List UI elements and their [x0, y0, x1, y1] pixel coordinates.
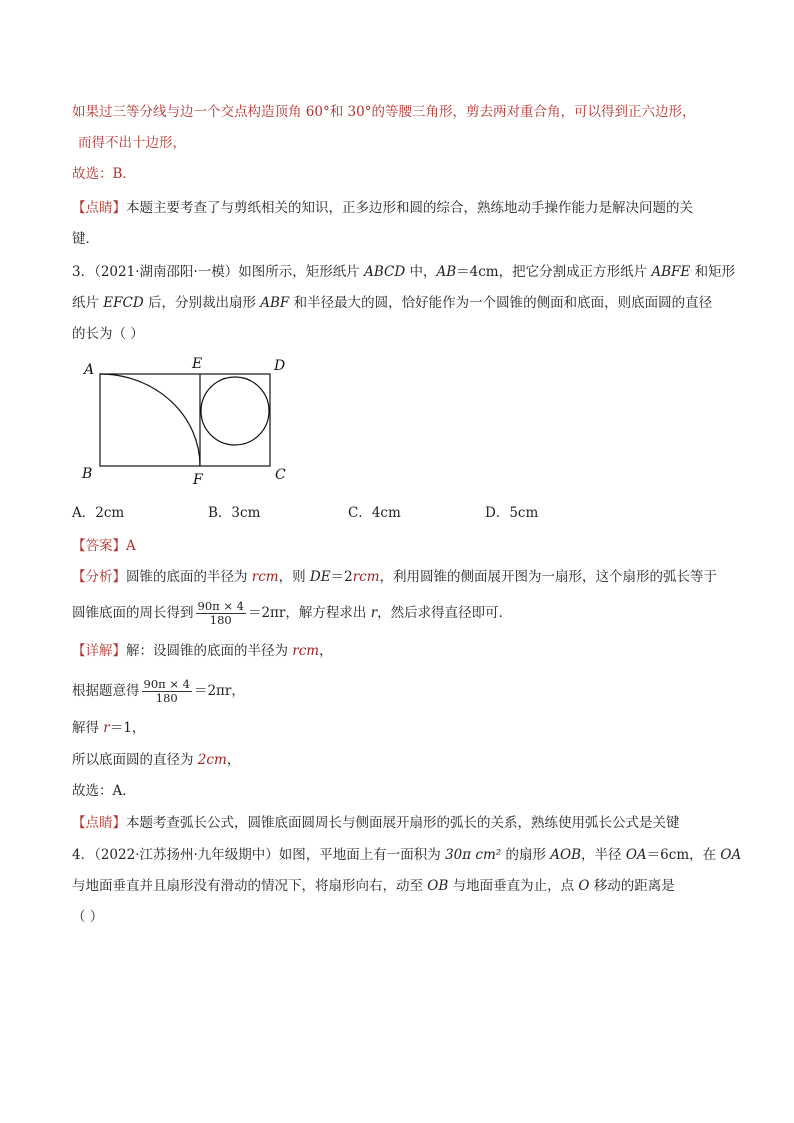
answer-tag: 【答案】	[72, 538, 126, 554]
q4-stem-line-2: 与地面垂直并且扇形没有滑动的情况下，将扇形向右，动至 OB 与地面垂直为止，点 O 移动的距离是	[72, 878, 675, 894]
inscribed-circle	[201, 377, 269, 445]
detail-line-3: 解得 r＝1，	[72, 720, 146, 736]
q4-stem-line-3: （ ）	[72, 909, 104, 925]
dianjing-line-2: 键．	[72, 231, 99, 247]
option-a: A．2cm	[72, 505, 125, 521]
rectangle-figure	[78, 352, 298, 492]
choose-line: 故选：B．	[72, 166, 136, 182]
label-d: D	[274, 358, 286, 374]
option-c: C．4cm	[348, 505, 401, 521]
q3-dianjing-tag: 【点睛】	[72, 815, 126, 831]
detail-line-2: 根据题意得 $\frac{90\pi \times 4}{180}$ ＝2πr，	[72, 677, 245, 705]
label-e: E	[192, 356, 203, 372]
dianjing-tag: 【点睛】	[72, 200, 126, 216]
analysis-tag: 【分析】	[72, 569, 126, 585]
label-c: C	[275, 467, 286, 483]
detail-line-4: 所以底面圆的直径为 2cm，	[72, 752, 241, 768]
label-a: A	[84, 362, 95, 378]
sector-arc-abf	[100, 374, 200, 466]
analysis-line-1: 【分析】圆锥的底面的半径为 rcm，则 DE＝2rcm，利用圆锥的侧面展开图为一扇形，这个扇形的弧长等于	[72, 569, 718, 585]
solution-line-2: 而得不出十边形，	[78, 135, 186, 151]
q3-choose-line: 故选：A．	[72, 783, 136, 799]
label-f: F	[193, 472, 203, 488]
option-d: D．5cm	[485, 505, 539, 521]
dianjing-line: 【点睛】本题主要考查了与剪纸相关的知识，正多边形和圆的综合，熟练地动手操作能力是解决问题的关	[72, 200, 693, 216]
q3-stem-line-1: 3．（2021·湖南邵阳·一模）如图所示，矩形纸片 ABCD 中，AB＝4cm，把它分割成正方形纸片 ABFE 和矩形	[72, 264, 736, 280]
rectangle-abcd	[100, 374, 270, 466]
detail-line-1: 【详解】解：设圆锥的底面的半径为 rcm，	[72, 643, 333, 659]
fraction: $\frac{90\pi \times 4}{180}$	[197, 599, 244, 627]
option-b: B．3cm	[208, 505, 261, 521]
analysis-line-2: 圆锥底面的周长得到 $\frac{90\pi \times 4}{180}$ ＝2πr，解方程求出 r，然后求得直径即可．	[72, 599, 513, 627]
answer-line	[72, 536, 136, 556]
solution-line-1: 如果过三等分线与边一个交点构造顶角 60°和 30°的等腰三角形，剪去两对重合角，可以得到正六边形，	[72, 104, 696, 120]
q3-stem-line-3: 的长为（ ）	[72, 326, 144, 342]
fraction-detail: $\frac{90\pi \times 4}{180}$	[143, 677, 190, 705]
label-b: B	[82, 466, 93, 482]
answer-value: A	[126, 538, 136, 554]
q3-stem-line-2: 纸片 EFCD 后，分别裁出扇形 ABF 和半径最大的圆，恰好能作为一个圆锥的侧面和底面，则底面圆的直径	[72, 295, 713, 311]
q4-stem-line-1: 4．（2022·江苏扬州·九年级期中）如图，平地面上有一面积为 30π cm² 的扇形 AOB，半径 OA＝6cm，在 OA	[72, 847, 742, 863]
detail-tag: 【详解】	[72, 643, 126, 659]
q3-dianjing-line: 【点睛】本题考查弧长公式，圆锥底面圆周长与侧面展开扇形的弧长的关系，熟练使用弧长公式是关键	[72, 815, 680, 831]
